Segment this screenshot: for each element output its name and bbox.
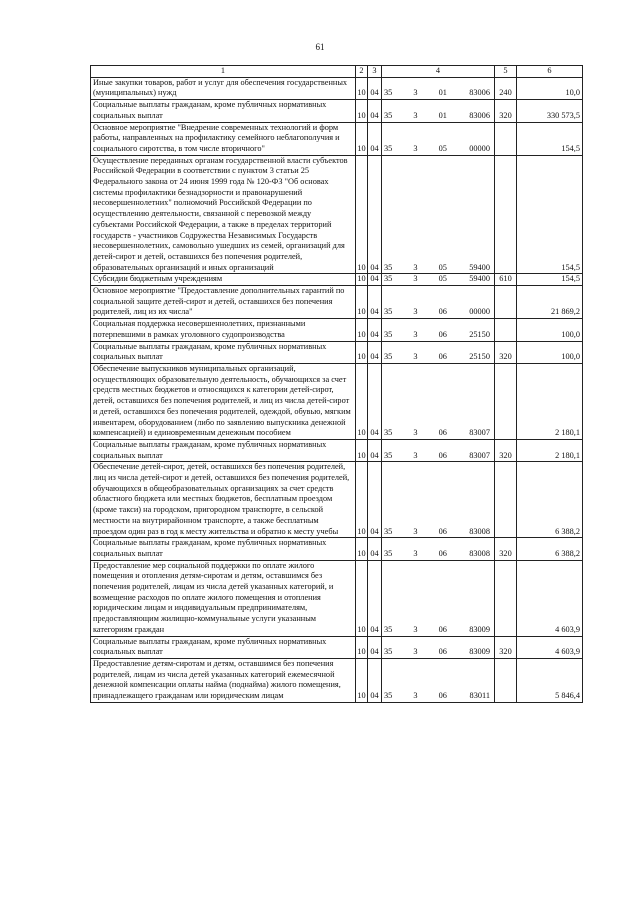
- row-subsection: 04: [368, 286, 382, 319]
- row-target-code: [382, 560, 495, 636]
- row-target-code: [382, 462, 495, 538]
- table-row: [91, 100, 583, 122]
- row-target-code: [382, 363, 495, 439]
- row-subsection: 04: [368, 341, 382, 363]
- code-subprogram: 3: [413, 143, 418, 153]
- row-subsection: 04: [368, 274, 382, 286]
- row-section: 10: [356, 319, 368, 341]
- row-expense-type: [495, 462, 517, 538]
- code-subprogram: 3: [413, 262, 418, 272]
- code-subprogram: 3: [413, 428, 418, 438]
- row-name: Обеспечение выпускников муниципальных организаций, осуществляющих образовательную деятельность, обучающихся за счет средств местных бюджетов и относящихся к категории детей-сирот, детей, оставшихся без попечения родителей, и лиц из числа детей-сирот и детей, оставшихся без попечения родителей, одеждой, обувью, мягким инвентарем, оборудованием (либо по заявлению выпускника денежной компенсацией) и единовременным денежным пособием: [91, 363, 356, 439]
- code-program: 35: [384, 329, 393, 339]
- row-name: Предоставление мер социальной поддержки по оплате жилого помещения и отопления детям-сиротам и детям, оставшимся без попечения родителей, лицам из числа детей указанных категорий, и возмещение расходов по оплате жилого помещения и отопления юридическим лицам и индивидуальным предпринимателям, предоставляющим жилищно-коммунальные услуги указанным категориям граждан: [91, 560, 356, 636]
- row-target-code: [382, 319, 495, 341]
- row-expense-type: [495, 363, 517, 439]
- code-program: 35: [384, 274, 393, 284]
- code-activity: 06: [438, 329, 447, 339]
- table-row: [91, 560, 583, 636]
- row-subsection: 04: [368, 319, 382, 341]
- code-program: 35: [384, 307, 393, 317]
- code-subprogram: 3: [413, 450, 418, 460]
- code-direction: 83008: [469, 548, 490, 558]
- code-direction: 00000: [469, 307, 490, 317]
- row-subsection: 04: [368, 538, 382, 560]
- code-activity: 06: [438, 548, 447, 558]
- code-subprogram: 3: [413, 88, 418, 98]
- row-target-code: [382, 636, 495, 658]
- code-program: 35: [384, 548, 393, 558]
- row-subsection: 04: [368, 100, 382, 122]
- table-row: [91, 77, 583, 99]
- row-subsection: 04: [368, 462, 382, 538]
- code-program: 35: [384, 262, 393, 272]
- header-col-2: 2: [356, 66, 368, 78]
- row-name: Социальная поддержка несовершеннолетних, признанными потерпевшими в рамках уголовного судопроизводства: [91, 319, 356, 341]
- code-activity: 05: [438, 274, 447, 284]
- row-amount: 2 180,1: [517, 363, 583, 439]
- row-expense-type: [495, 155, 517, 274]
- row-name: Основное мероприятие "Внедрение современных технологий и форм работы, направленных на профилактику семейного неблагополучия и социального сиротства, в том числе вторичного": [91, 122, 356, 155]
- code-activity: 01: [438, 88, 447, 98]
- row-section: 10: [356, 286, 368, 319]
- row-section: 10: [356, 274, 368, 286]
- code-activity: 06: [438, 691, 447, 701]
- row-expense-type: 320: [495, 538, 517, 560]
- table-row: [91, 341, 583, 363]
- row-subsection: 04: [368, 658, 382, 702]
- table-row: [91, 122, 583, 155]
- row-target-code: [382, 274, 495, 286]
- code-activity: 06: [438, 428, 447, 438]
- row-section: 10: [356, 155, 368, 274]
- row-amount: 21 869,2: [517, 286, 583, 319]
- code-program: 35: [384, 450, 393, 460]
- row-name: Социальные выплаты гражданам, кроме публичных нормативных социальных выплат: [91, 341, 356, 363]
- row-amount: 154,5: [517, 155, 583, 274]
- row-name: Иные закупки товаров, работ и услуг для обеспечения государственных (муниципальных) нужд: [91, 77, 356, 99]
- row-target-code: [382, 286, 495, 319]
- code-direction: 59400: [469, 262, 490, 272]
- row-section: 10: [356, 439, 368, 461]
- code-direction: 25150: [469, 352, 490, 362]
- row-section: 10: [356, 658, 368, 702]
- row-expense-type: [495, 658, 517, 702]
- row-subsection: 04: [368, 122, 382, 155]
- code-activity: 01: [438, 110, 447, 120]
- code-activity: 06: [438, 307, 447, 317]
- code-direction: 25150: [469, 329, 490, 339]
- code-activity: 06: [438, 647, 447, 657]
- row-target-code: [382, 100, 495, 122]
- row-amount: 6 388,2: [517, 462, 583, 538]
- row-section: 10: [356, 462, 368, 538]
- row-expense-type: 320: [495, 100, 517, 122]
- row-amount: 6 388,2: [517, 538, 583, 560]
- row-section: 10: [356, 538, 368, 560]
- row-name: Социальные выплаты гражданам, кроме публичных нормативных социальных выплат: [91, 636, 356, 658]
- code-subprogram: 3: [413, 624, 418, 634]
- page-number: 61: [315, 42, 325, 52]
- row-expense-type: [495, 319, 517, 341]
- row-subsection: 04: [368, 155, 382, 274]
- code-subprogram: 3: [413, 352, 418, 362]
- row-name: Социальные выплаты гражданам, кроме публичных нормативных социальных выплат: [91, 538, 356, 560]
- row-expense-type: 320: [495, 439, 517, 461]
- row-name: Социальные выплаты гражданам, кроме публичных нормативных социальных выплат: [91, 439, 356, 461]
- code-activity: 05: [438, 262, 447, 272]
- code-program: 35: [384, 428, 393, 438]
- row-amount: 5 846,4: [517, 658, 583, 702]
- row-section: 10: [356, 341, 368, 363]
- row-section: 10: [356, 77, 368, 99]
- code-direction: 00000: [469, 143, 490, 153]
- table-row: [91, 274, 583, 286]
- code-subprogram: 3: [413, 110, 418, 120]
- row-amount: 4 603,9: [517, 560, 583, 636]
- row-subsection: 04: [368, 363, 382, 439]
- table-row: [91, 319, 583, 341]
- code-direction: 83007: [469, 450, 490, 460]
- row-name: Основное мероприятие "Предоставление дополнительных гарантий по социальной защите детей-сирот и детей, оставшихся без попечения родителей, лиц из их числа": [91, 286, 356, 319]
- row-name: Предоставление детям-сиротам и детям, оставшимся без попечения родителей, лицам из числа детей указанных категорий ежемесячной денежной компенсации оплаты найма (поднайма) жилого помещения, принадлежащего гражданам или юридическим лицам: [91, 658, 356, 702]
- row-expense-type: 610: [495, 274, 517, 286]
- code-program: 35: [384, 691, 393, 701]
- table-row: [91, 658, 583, 702]
- code-subprogram: 3: [413, 274, 418, 284]
- table-row: [91, 363, 583, 439]
- row-expense-type: 320: [495, 636, 517, 658]
- code-direction: 83011: [469, 691, 490, 701]
- row-name: Субсидии бюджетным учреждениям: [91, 274, 356, 286]
- row-section: 10: [356, 100, 368, 122]
- code-activity: 06: [438, 450, 447, 460]
- code-subprogram: 3: [413, 526, 418, 536]
- code-direction: 83006: [469, 88, 490, 98]
- row-expense-type: 320: [495, 341, 517, 363]
- header-col-3: 3: [368, 66, 382, 78]
- row-subsection: 04: [368, 439, 382, 461]
- row-target-code: [382, 155, 495, 274]
- row-target-code: [382, 122, 495, 155]
- table-row: [91, 462, 583, 538]
- code-direction: 83009: [469, 624, 490, 634]
- row-amount: 154,5: [517, 274, 583, 286]
- row-subsection: 04: [368, 77, 382, 99]
- code-direction: 83006: [469, 110, 490, 120]
- row-expense-type: [495, 122, 517, 155]
- code-direction: 83008: [469, 526, 490, 536]
- code-activity: 06: [438, 624, 447, 634]
- row-section: 10: [356, 560, 368, 636]
- row-amount: 330 573,5: [517, 100, 583, 122]
- header-row: [91, 66, 583, 78]
- code-program: 35: [384, 526, 393, 536]
- row-name: Социальные выплаты гражданам, кроме публичных нормативных социальных выплат: [91, 100, 356, 122]
- header-col-4: 4: [382, 66, 495, 78]
- row-amount: 10,0: [517, 77, 583, 99]
- code-program: 35: [384, 143, 393, 153]
- code-program: 35: [384, 647, 393, 657]
- code-direction: 83007: [469, 428, 490, 438]
- code-subprogram: 3: [413, 307, 418, 317]
- row-subsection: 04: [368, 636, 382, 658]
- code-program: 35: [384, 110, 393, 120]
- code-activity: 05: [438, 143, 447, 153]
- code-subprogram: 3: [413, 691, 418, 701]
- row-amount: 2 180,1: [517, 439, 583, 461]
- row-target-code: [382, 77, 495, 99]
- table-row: [91, 636, 583, 658]
- code-subprogram: 3: [413, 329, 418, 339]
- row-target-code: [382, 658, 495, 702]
- row-section: 10: [356, 363, 368, 439]
- header-col-6: 6: [517, 66, 583, 78]
- header-col-5: 5: [495, 66, 517, 78]
- row-amount: 4 603,9: [517, 636, 583, 658]
- row-target-code: [382, 341, 495, 363]
- table-row: [91, 155, 583, 274]
- row-name: Обеспечение детей-сирот, детей, оставшихся без попечения родителей, лиц из числа детей-сирот и детей, оставшихся без попечения родителей, обучающихся в общеобразовательных организациях за счет средств областного бюджета или местных бюджетов, бесплатным проездом (кроме такси) на городском, пригородном транспорте, в сельской местности на внутрирайонном транспорте, а также бесплатным проездом один раз в год к месту жительства и обратно к месту учебы: [91, 462, 356, 538]
- row-target-code: [382, 538, 495, 560]
- code-program: 35: [384, 352, 393, 362]
- table-row: [91, 439, 583, 461]
- header-col-1: 1: [91, 66, 356, 78]
- code-activity: 06: [438, 352, 447, 362]
- row-amount: 154,5: [517, 122, 583, 155]
- row-section: 10: [356, 636, 368, 658]
- code-direction: 59400: [469, 274, 490, 284]
- code-subprogram: 3: [413, 548, 418, 558]
- row-section: 10: [356, 122, 368, 155]
- row-expense-type: [495, 286, 517, 319]
- row-amount: 100,0: [517, 319, 583, 341]
- budget-table: [90, 65, 583, 703]
- table-row: [91, 286, 583, 319]
- code-direction: 83009: [469, 647, 490, 657]
- code-program: 35: [384, 624, 393, 634]
- code-subprogram: 3: [413, 647, 418, 657]
- row-expense-type: [495, 560, 517, 636]
- row-target-code: [382, 439, 495, 461]
- row-amount: 100,0: [517, 341, 583, 363]
- row-name: Осуществление переданных органам государственной власти субъектов Российской Федерации в соответствии с пунктом 3 статьи 25 Федерального закона от 24 июня 1999 года № 120-ФЗ "Об основах системы профилактики безнадзорности и правонарушений несовершеннолетних" полномочий Российской Федерации по осуществлению деятельности, связанной с перевозкой между субъектами Российской Федерации, а также в пределах территорий государств - участников Содружества Независимых Государств несовершеннолетних, самовольно ушедших из семей, организаций для детей-сирот и детей, оставшихся без попечения родителей, образовательных организаций и иных организаций: [91, 155, 356, 274]
- code-activity: 06: [438, 526, 447, 536]
- table-row: [91, 538, 583, 560]
- code-program: 35: [384, 88, 393, 98]
- row-subsection: 04: [368, 560, 382, 636]
- row-expense-type: 240: [495, 77, 517, 99]
